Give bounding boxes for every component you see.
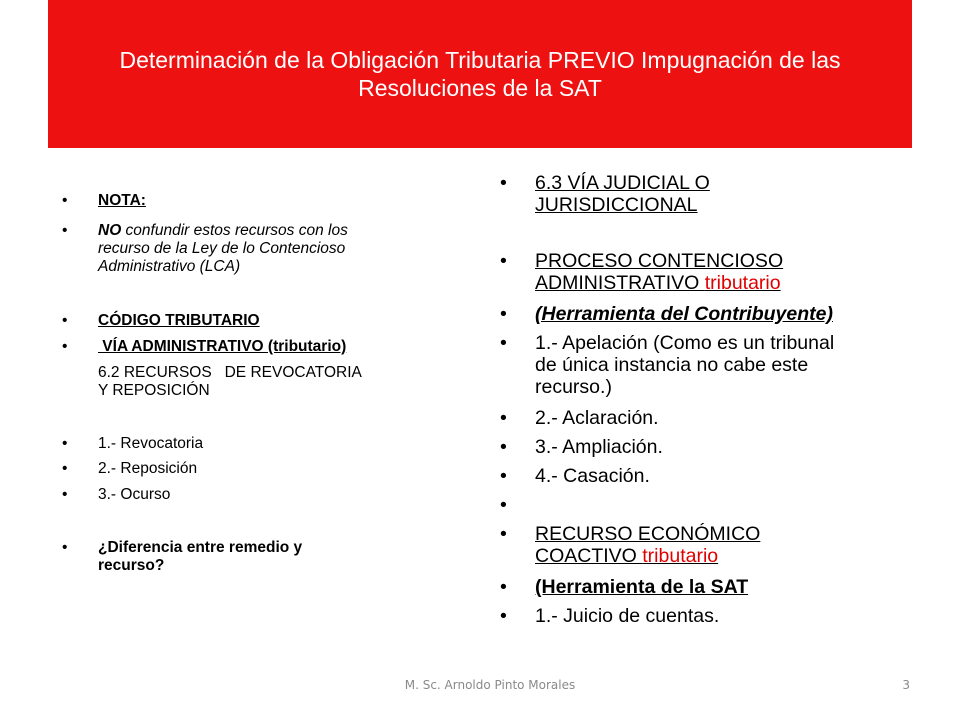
- bullet: •: [500, 465, 507, 487]
- bullet: •: [500, 303, 507, 325]
- bullet: •: [62, 539, 68, 556]
- bullet: •: [62, 222, 68, 239]
- question-line-1: ¿Diferencia entre remedio y: [98, 539, 303, 556]
- item-reposicion: 2.- Reposición: [98, 460, 198, 477]
- apelacion-line-3: recurso.): [535, 376, 612, 398]
- item-revocatoria: 1.- Revocatoria: [98, 435, 204, 452]
- question-line-2: recurso?: [98, 557, 165, 574]
- bullet: •: [500, 436, 507, 458]
- bullet: •: [500, 576, 507, 598]
- apelacion-line-2: de única instancia no cabe este: [535, 354, 809, 376]
- economico-tributario-red: tributario: [642, 545, 719, 567]
- ampliacion: 3.- Ampliación.: [535, 436, 663, 458]
- title-line-2: Resoluciones de la SAT: [358, 75, 602, 101]
- page-number: 3: [902, 678, 910, 692]
- casacion: 4.- Casación.: [535, 465, 650, 487]
- economico-line-1: RECURSO ECONÓMICO: [535, 523, 761, 545]
- nota-text-2: recurso de la Ley de lo Contencioso: [98, 240, 346, 257]
- recursos-line-2: Y REPOSICIÓN: [98, 382, 210, 399]
- footer-author: M. Sc. Arnoldo Pinto Morales: [404, 678, 576, 692]
- nota-label: NOTA:: [98, 192, 146, 209]
- nota-text: [98, 222, 462, 276]
- via-administrativo: VÍA ADMINISTRATIVO (tributario): [98, 338, 347, 355]
- bullet: •: [500, 605, 507, 627]
- proceso-line-2: ADMINISTRATIVO: [535, 272, 705, 294]
- bullet: •: [62, 338, 68, 355]
- item-ocurso: 3.- Ocurso: [98, 486, 171, 503]
- recursos-line-1: 6.2 RECURSOS DE REVOCATORIA: [98, 364, 362, 381]
- herramienta-sat: (Herramienta de la SAT: [535, 576, 749, 598]
- bullet: •: [62, 460, 68, 477]
- codigo-tributario: CÓDIGO TRIBUTARIO: [98, 312, 260, 329]
- via-judicial-line-2: JURISDICCIONAL: [535, 194, 698, 216]
- bullet: •: [62, 192, 68, 209]
- bullet: •: [500, 494, 507, 516]
- bullet: •: [62, 486, 68, 503]
- bullet: •: [62, 312, 68, 329]
- bullet: •: [500, 172, 507, 194]
- herramienta-contribuyente: (Herramienta del Contribuyente): [535, 303, 833, 325]
- nota-text-1: confundir estos recursos con los: [121, 222, 348, 239]
- nota-text-3: Administrativo (LCA): [98, 258, 241, 275]
- juicio-de-cuentas: 1.- Juicio de cuentas.: [535, 605, 720, 627]
- bullet: •: [500, 407, 507, 429]
- slide-title: [48, 46, 912, 102]
- proceso-tributario-red: tributario: [704, 272, 781, 294]
- title-banner: [48, 0, 912, 148]
- apelacion-line-1: 1.- Apelación (Como es un tribunal: [535, 332, 835, 354]
- bullet: •: [500, 250, 507, 272]
- title-line-1: Determinación de la Obligación Tributaria PREVIO Impugnación de las: [119, 47, 841, 73]
- no-word: NO: [98, 222, 122, 239]
- aclaracion: 2.- Aclaración.: [535, 407, 659, 429]
- bullet: •: [500, 523, 507, 545]
- bullet: •: [500, 332, 507, 354]
- proceso-line-1: PROCESO CONTENCIOSO: [535, 250, 784, 272]
- via-judicial-line-1: 6.3 VÍA JUDICIAL O: [535, 172, 710, 194]
- bullet: •: [62, 435, 68, 452]
- economico-line-2: COACTIVO: [535, 545, 643, 567]
